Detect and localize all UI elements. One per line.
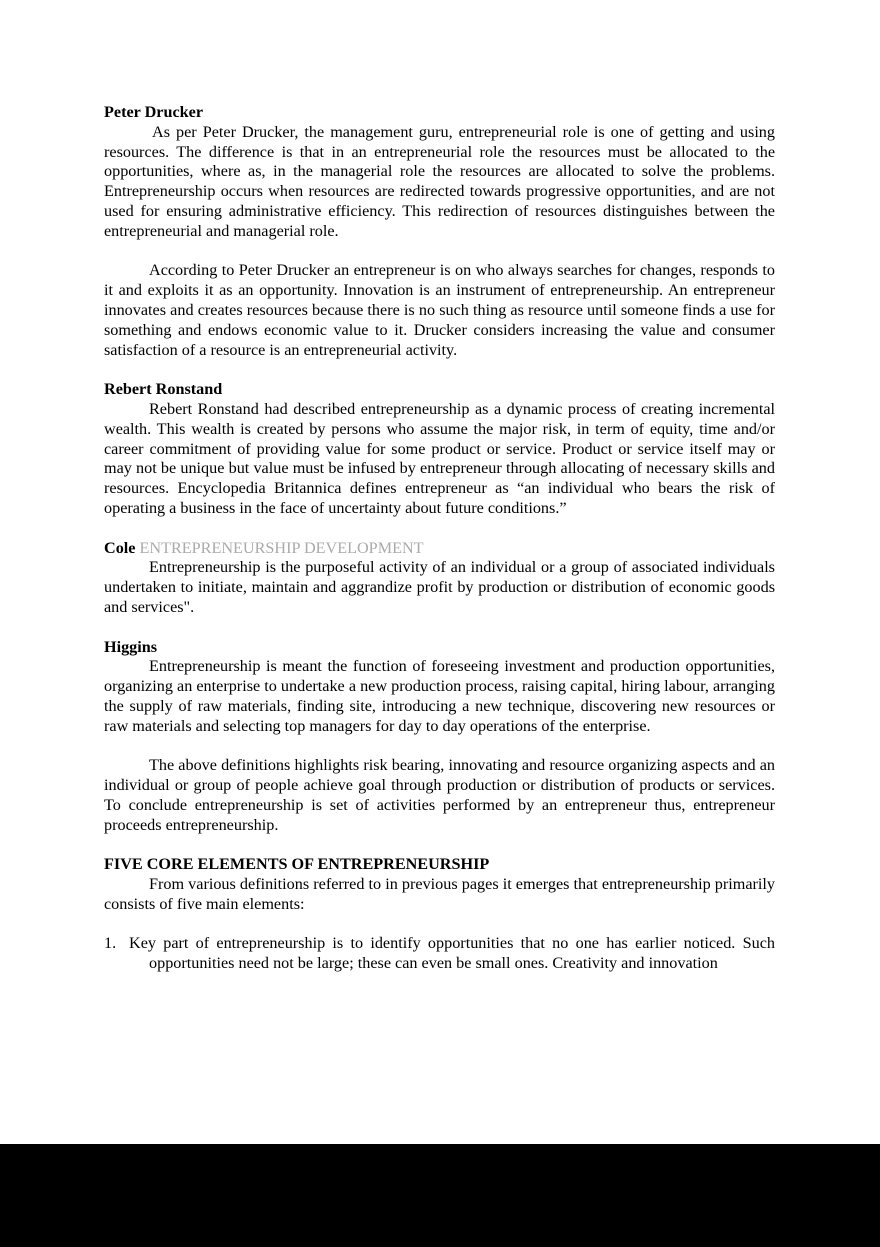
section-heading: Rebert Ronstand [104, 380, 223, 399]
section-heading: FIVE CORE ELEMENTS OF ENTREPRENEURSHIP [104, 855, 490, 874]
paragraph: The above definitions highlights risk bearing, innovating and resource organizing aspects and an individual or group of people achieve goal through production or distribution of products or services. To conclude entrepreneurship is set of activities performed by an entrepreneur thus, entrepreneur proceeds entrepreneurship. [104, 756, 775, 834]
paragraph: From various definitions referred to in previous pages it emerges that entrepreneurship primarily consists of five main elements: [104, 875, 775, 913]
section-five-core-elements [104, 855, 775, 974]
section-heading: Higgins [104, 637, 158, 656]
section-rebert-ronstand [104, 380, 775, 519]
paragraph-spacer [104, 915, 775, 935]
section-heading: Peter Drucker [104, 103, 204, 121]
watermark-text: ENTREPRENEURSHIP DEVELOPMENT [139, 538, 424, 557]
section-cole [104, 539, 775, 618]
paragraph-spacer [104, 242, 775, 262]
section-spacer [104, 360, 775, 380]
paragraph: As per Peter Drucker, the management guru, entrepreneurial role is one of getting and using resources. The difference is that in an entrepreneurial role the resources must be allocated to the opportunities, where as, in the managerial role the resources are allocated to solve the problems. Entrepreneurship occurs when resources are redirected towards progressive opportunities, and are not used for ensuring administrative efficiency. This redirection of resources distinguishes between the entrepreneurial and managerial role. [104, 122, 775, 240]
section-spacer [104, 519, 775, 539]
paragraph: Entrepreneurship is meant the function of foreseeing investment and production opportunities, organizing an enterprise to undertake a new production process, raising capital, hiring labour, arranging the supply of raw materials, finding site, introducing a new technique, discovering new resources or raw materials and selecting top managers for day to day operations of the enterprise. [104, 657, 775, 735]
section-spacer [104, 835, 775, 855]
bottom-black-band [0, 1144, 880, 1247]
paragraph: Rebert Ronstand had described entrepreneurship as a dynamic process of creating incremental wealth. This wealth is created by persons who assume the major risk, in term of equity, time and/or career commitment of providing value for some product or service. Product or service itself may or may not be unique but value must be infused by entrepreneur through allocating of necessary skills and resources. Encyclopedia Britannica defines entrepreneur as “an individual who bears the risk of operating a business in the face of uncertainty about future conditions.” [104, 399, 775, 517]
list-item-text: Key part of entrepreneurship is to identify opportunities that no one has earlier noticed. Such opportunities need not be large; these can even be small ones. Creativity and innovation [129, 934, 775, 973]
paragraph-spacer [104, 737, 775, 757]
section-higgins [104, 638, 775, 836]
section-heading: Cole [104, 538, 136, 557]
section-peter-drucker [104, 103, 775, 360]
list-item-number: 1. [104, 934, 117, 953]
paragraph: Entrepreneurship is the purposeful activity of an individual or a group of associated individuals undertaken to initiate, maintain and aggrandize profit by production or distribution of economic goods and services". [104, 558, 775, 616]
section-spacer [104, 618, 775, 638]
section-heading-row [104, 539, 775, 559]
list-item [104, 934, 775, 974]
document-body [104, 103, 775, 974]
paragraph: According to Peter Drucker an entrepreneur is on who always searches for changes, responds to it and exploits it as an opportunity. Innovation is an instrument of entrepreneurship. An entrepreneur innovates and creates resources because there is no such thing as resource until someone finds a use for something and endows economic value to it. Drucker considers increasing the value and consumer satisfaction of a resource is an entrepreneurial activity. [104, 261, 775, 359]
